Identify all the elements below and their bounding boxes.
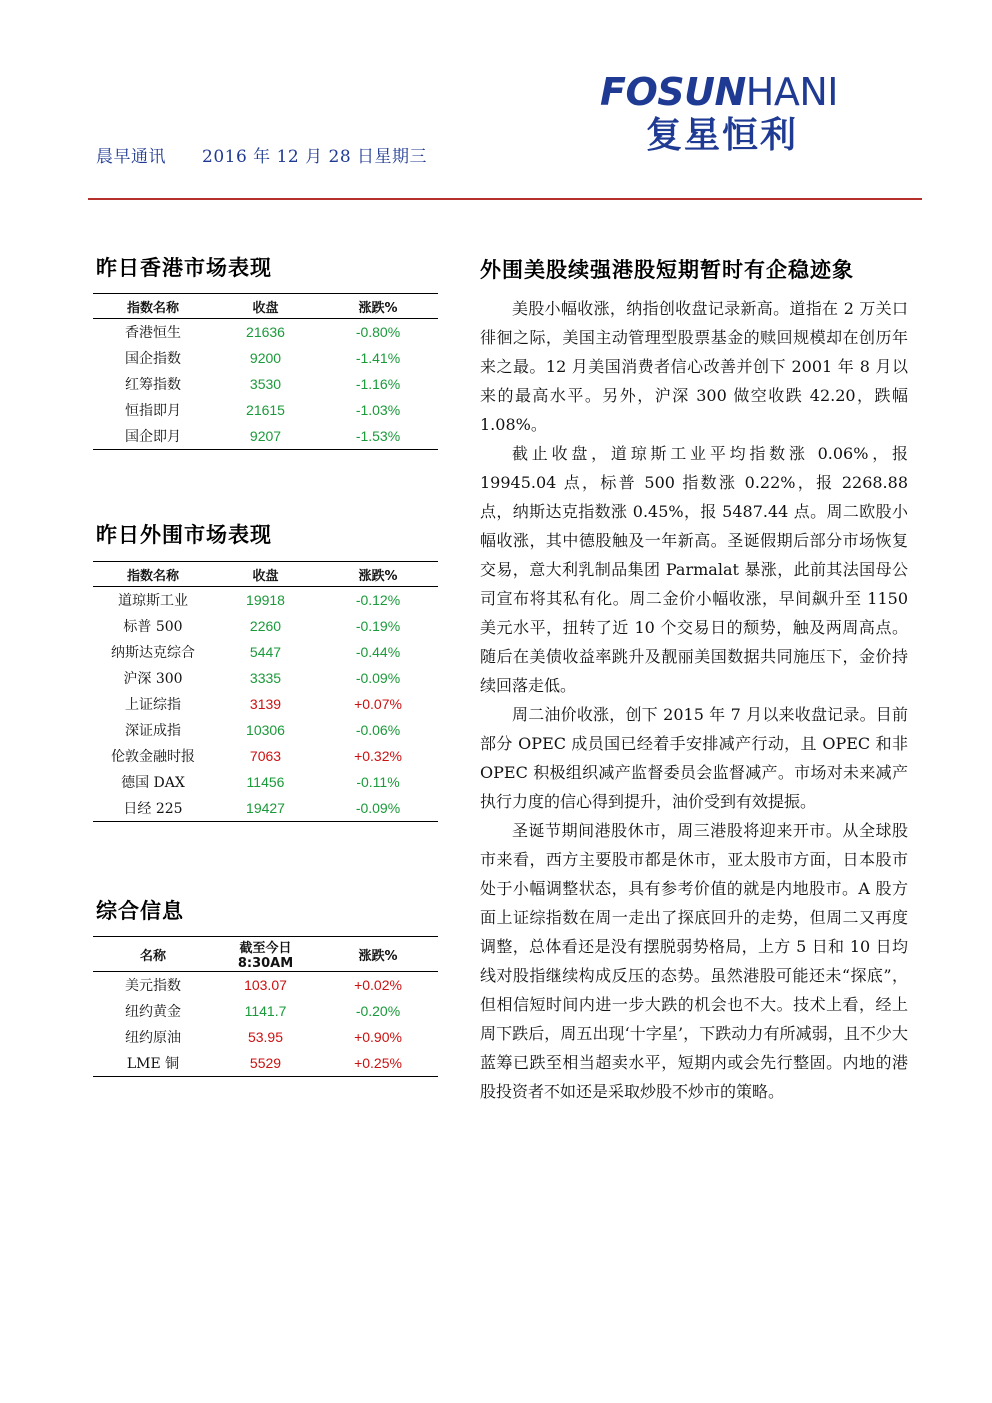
row-change: -0.44%: [355, 644, 401, 660]
row-name: 上证综指: [125, 697, 181, 713]
row-value: 11456: [246, 774, 285, 790]
misc-info-title: 综合信息: [96, 898, 184, 923]
newsletter-title: 晨早通讯: [96, 147, 166, 167]
column-header: 收盘: [213, 562, 318, 587]
row-name: 国企即月: [125, 429, 181, 445]
table-header-row: [93, 562, 438, 587]
table-row: [93, 423, 438, 450]
table-row: [93, 1050, 438, 1077]
row-name: LME 铜: [126, 1056, 180, 1072]
table-row: [93, 397, 438, 423]
row-change: +0.02%: [354, 977, 402, 993]
row-value: 5529: [249, 1055, 282, 1071]
row-change: +0.32%: [354, 748, 402, 764]
column-header: 名称: [93, 937, 213, 972]
table-row: [93, 972, 438, 999]
column-header: 涨跌%: [318, 937, 438, 972]
row-change: -1.16%: [355, 376, 401, 392]
table-row: [93, 345, 438, 371]
row-value: 1141.7: [244, 1003, 287, 1019]
hk-market-table: [93, 293, 438, 450]
row-name: 香港恒生: [125, 325, 181, 341]
logo-english-bold: FOSUN: [600, 70, 746, 114]
row-change: +0.25%: [354, 1055, 402, 1071]
table-row: [93, 1024, 438, 1050]
logo-english: [600, 70, 900, 114]
table-row: [93, 371, 438, 397]
intl-market-title: 昨日外围市场表现: [96, 522, 272, 547]
row-value: 3335: [249, 670, 282, 686]
row-name: 恒指即月: [125, 403, 181, 419]
article-paragraph: 周二油价收涨，创下 2015 年 7 月以来收盘记录。目前部分 OPEC 成员国已经着手安排减产行动，且 OPEC 和非 OPEC 积极组织减产监督委员会监督减产。市场对未来减产执行力度的信心得到提升，油价受到有效提振。: [480, 705, 908, 811]
table-row: [93, 665, 438, 691]
row-value: 2260: [249, 618, 282, 634]
row-name: 道琼斯工业: [118, 593, 188, 609]
table-row: [93, 795, 438, 822]
row-name: 纳斯达克综合: [111, 645, 195, 661]
table-header-row: [93, 294, 438, 319]
intl-market-table: [93, 561, 438, 822]
row-name: 红筹指数: [125, 377, 181, 393]
logo-chinese: 复星恒利: [646, 115, 799, 156]
column-header: 截至今日 8:30AM: [213, 937, 318, 972]
row-change: -1.53%: [355, 428, 401, 444]
table-row: [93, 587, 438, 614]
table-row: [93, 613, 438, 639]
row-name: 沪深 300: [123, 671, 183, 687]
row-name: 国企指数: [125, 351, 181, 367]
column-header: 涨跌%: [318, 562, 438, 587]
row-change: -0.19%: [355, 618, 401, 634]
row-name: 日经 225: [123, 801, 183, 817]
table-header-row: [93, 937, 438, 972]
row-name: 深证成指: [125, 723, 181, 739]
header-divider: [88, 198, 922, 200]
row-change: -1.03%: [355, 402, 401, 418]
table-row: [93, 998, 438, 1024]
row-change: -0.80%: [355, 324, 401, 340]
row-name: 纽约黄金: [125, 1004, 181, 1020]
misc-info-table: [93, 936, 438, 1077]
row-change: -1.41%: [355, 350, 401, 366]
newsletter-date: 2016 年 12 月 28 日星期三: [202, 147, 428, 167]
company-logo: [600, 70, 900, 170]
row-name: 标普 500: [123, 619, 183, 635]
article-paragraph: 圣诞节期间港股休市，周三港股将迎来开市。从全球股市来看，西方主要股市都是休市，亚太股市方面，日本股市处于小幅调整状态，具有参考价值的就是内地股市。A 股方面上证综指数在周一走出了探底回升的走势，但周二又再度调整，总体看还是没有摆脱弱势格局，上方 5 日和 10 日均线对股指继续构成反压的态势。虽然港股可能还未“探底”，但相信短时间内进一步大跌的机会也不大。技术上看，经上周下跌后，周五出现‘十字星’，下跌动力有所减弱，且不少大蓝筹已跌至相当超卖水平，短期内或会先行整固。内地的港股投资者不如还是采取炒股不炒市的策略。: [480, 821, 908, 1101]
row-value: 9200: [249, 350, 282, 366]
row-value: 19427: [246, 800, 285, 816]
row-value: 19918: [246, 592, 285, 608]
row-change: -0.12%: [355, 592, 401, 608]
column-header: 收盘: [213, 294, 318, 319]
table-row: [93, 769, 438, 795]
row-change: +0.07%: [354, 696, 402, 712]
row-change: +0.90%: [354, 1029, 402, 1045]
row-value: 21636: [246, 324, 285, 340]
newsletter-header: [96, 142, 427, 167]
table-row: [93, 717, 438, 743]
article-paragraph: 截止收盘，道琼斯工业平均指数涨 0.06%，报 19945.04 点，标普 500 指数涨 0.22%，报 2268.88 点，纳斯达克指数涨 0.45%，报 5487.44 点。周二欧股小幅收涨，其中德股触及一年新高。圣诞假期后部分市场恢复交易，意大利乳制品集团 Parmalat 暴涨，此前其法国母公司宣布将其私有化。周二金价小幅收涨，早间飙升至 1150 美元水平，扭转了近 10 个交易日的颓势，触及两周高点。随后在美债收益率跳升及靓丽美国数据共同施压下，金价持续回落走低。: [480, 444, 908, 695]
table-row: [93, 743, 438, 769]
row-value: 10306: [246, 722, 285, 738]
row-name: 德国 DAX: [121, 775, 185, 791]
column-header: 指数名称: [93, 562, 213, 587]
column-header: 指数名称: [93, 294, 213, 319]
row-change: -0.09%: [355, 670, 401, 686]
article-paragraph: 美股小幅收涨，纳指创收盘记录新高。道指在 2 万关口徘徊之际，美国主动管理型股票基金的赎回规模却在创历年来之最。12 月美国消费者信心改善并创下 2001 年 8 月以来的最高水平。另外，沪深 300 做空收跌 42.20，跌幅 1.08%。: [480, 299, 908, 434]
row-name: 伦敦金融时报: [111, 749, 195, 765]
row-change: -0.09%: [355, 800, 401, 816]
column-header: 涨跌%: [318, 294, 438, 319]
row-value: 53.95: [247, 1029, 284, 1045]
row-name: 纽约原油: [125, 1030, 181, 1046]
row-change: -0.06%: [355, 722, 401, 738]
article-title: 外围美股续强港股短期暂时有企稳迹象: [480, 257, 854, 282]
table-row: [93, 639, 438, 665]
hk-market-title: 昨日香港市场表现: [96, 255, 272, 280]
row-value: 5447: [249, 644, 282, 660]
row-value: 3139: [249, 696, 282, 712]
table-row: [93, 691, 438, 717]
article-body: [480, 294, 908, 1106]
row-change: -0.11%: [356, 774, 400, 790]
row-value: 3530: [249, 376, 282, 392]
row-value: 21615: [246, 402, 285, 418]
row-value: 103.07: [244, 977, 287, 993]
row-value: 9207: [249, 428, 282, 444]
row-name: 美元指数: [125, 978, 181, 994]
table-row: [93, 319, 438, 346]
logo-english-thin: HANI: [745, 70, 838, 114]
row-change: -0.20%: [355, 1003, 401, 1019]
row-value: 7063: [249, 748, 282, 764]
